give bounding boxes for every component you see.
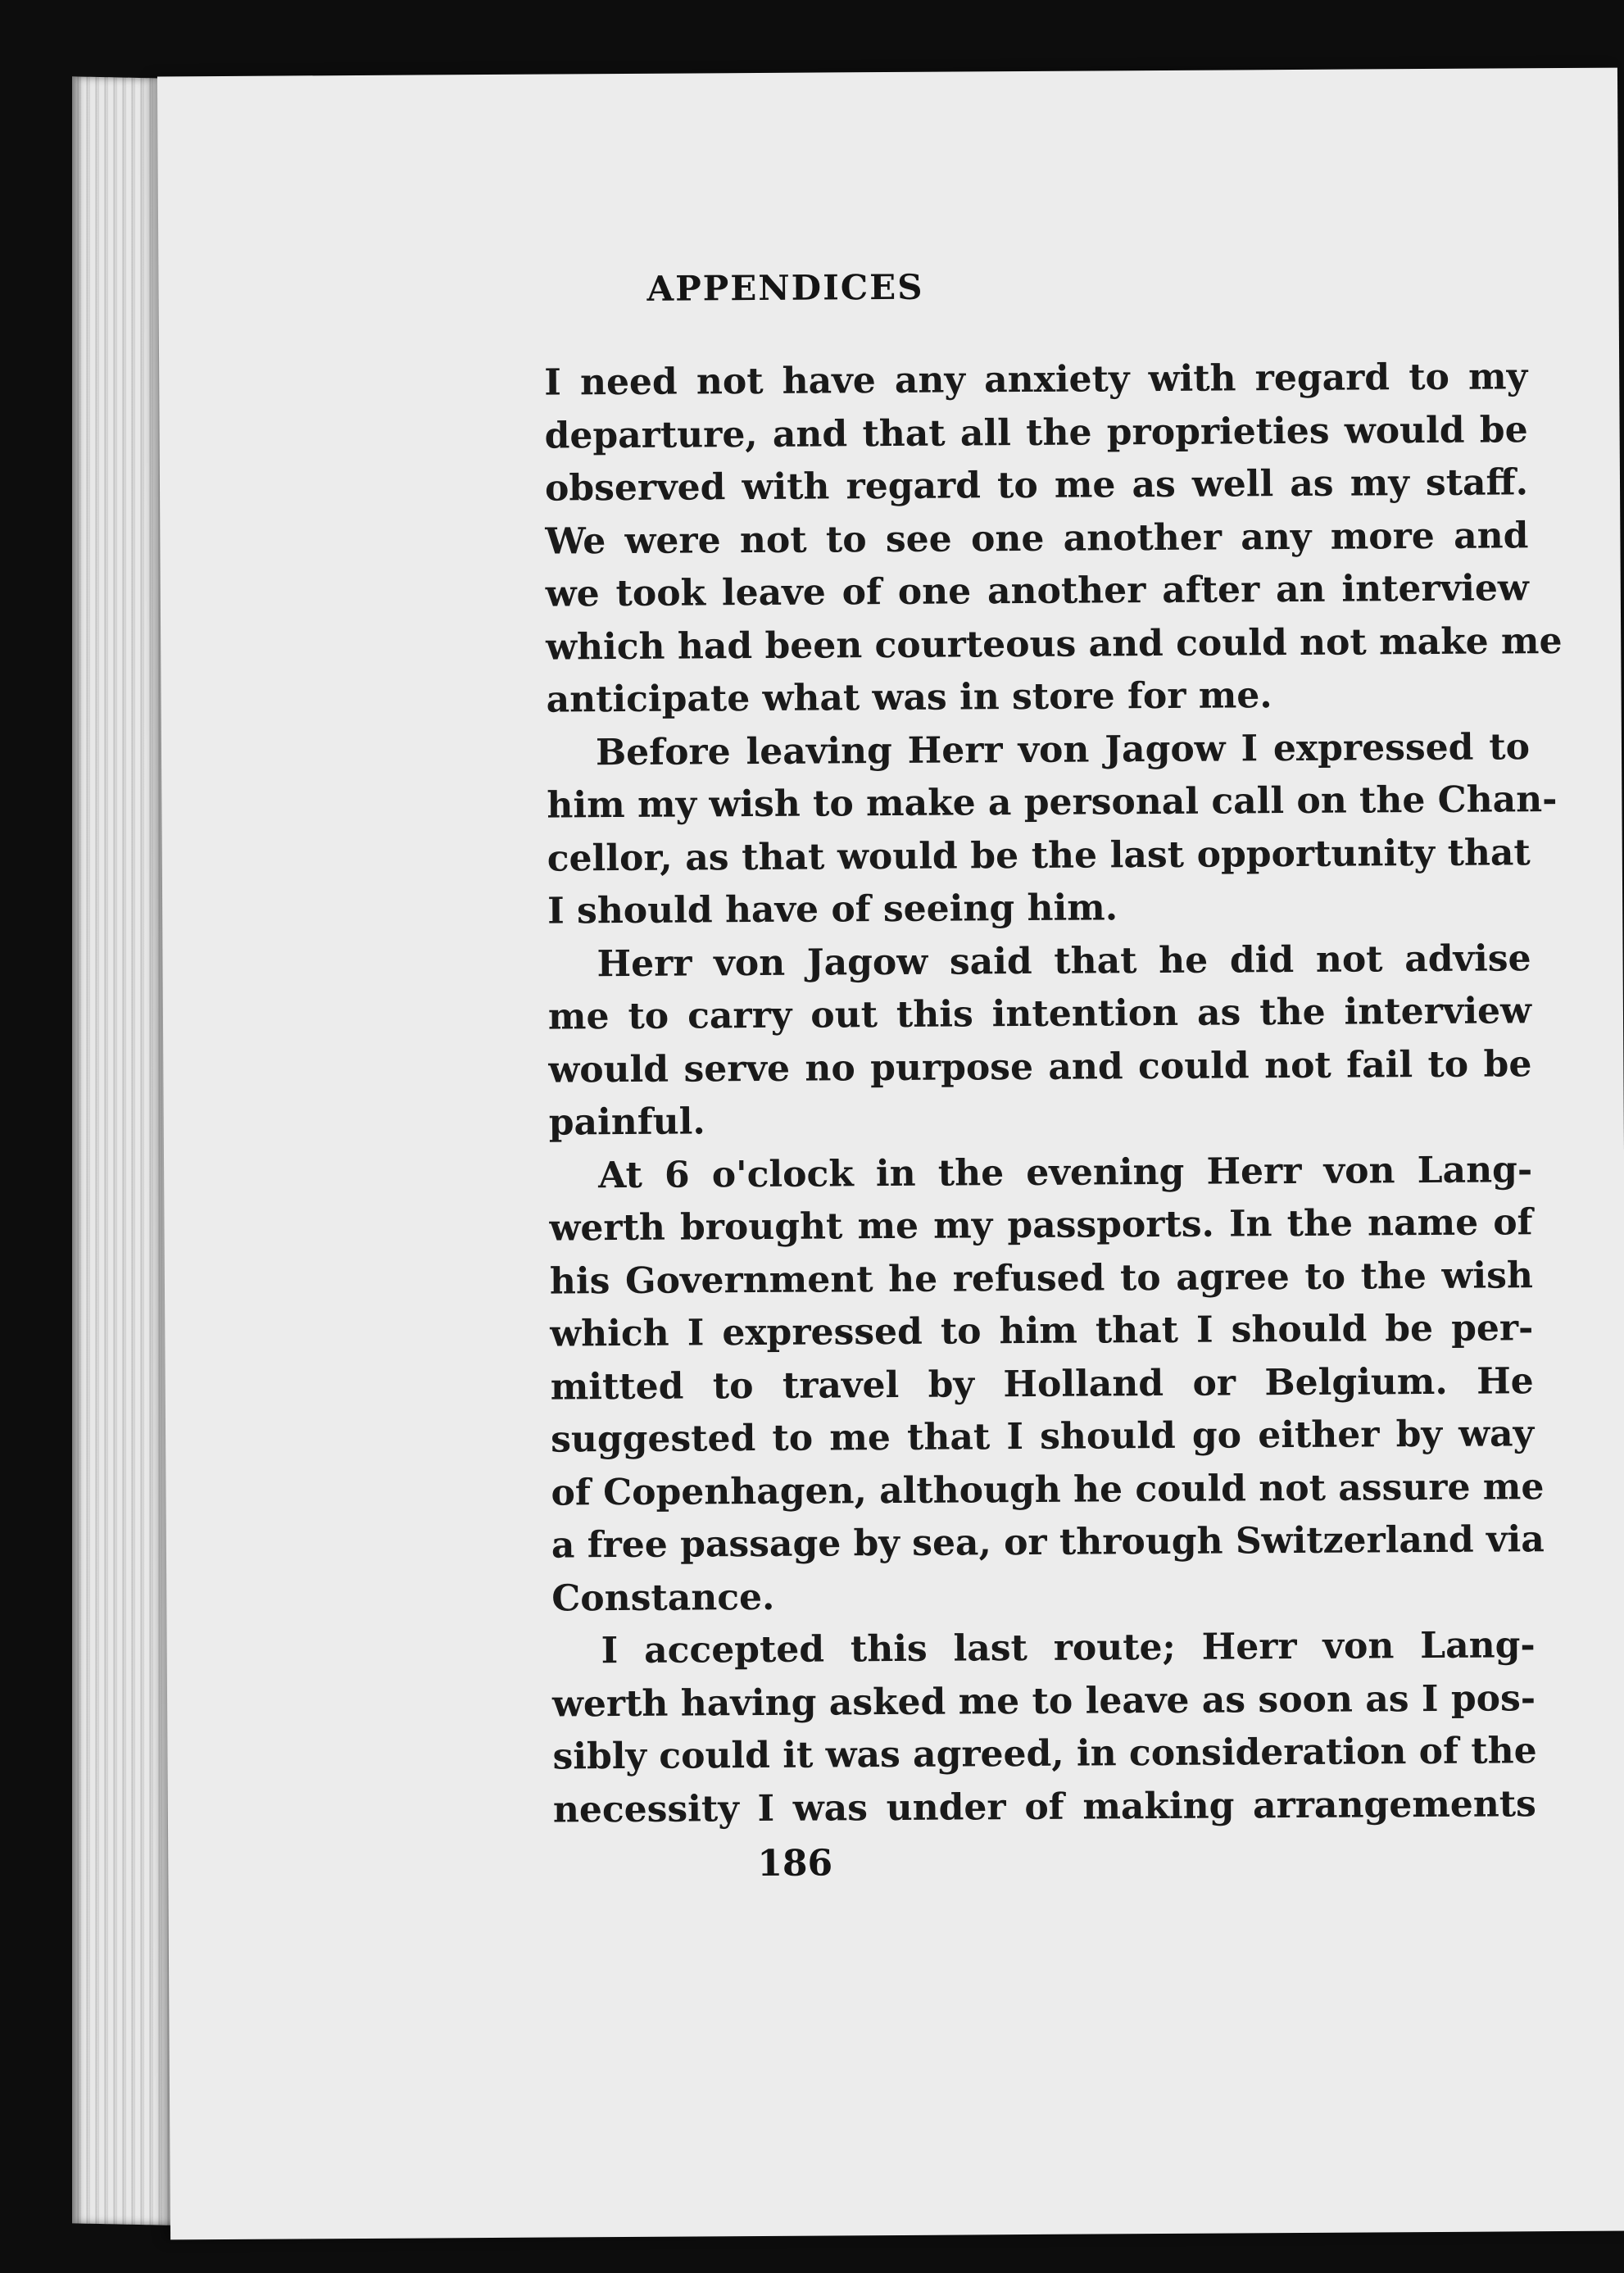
text-line: him my wish to make a personal call on the Chan-	[547, 778, 1558, 827]
text-line: At 6 o'clock in the evening Herr von Lang-	[597, 1148, 1533, 1196]
text-line: a free passage by sea, or through Switzerland via	[551, 1518, 1545, 1567]
page-number: 186	[757, 1842, 833, 1885]
text-line: I need not have any anxiety with regard to my	[544, 356, 1528, 404]
text-line: observed with regard to me as well as my staff.	[544, 461, 1529, 510]
text-line: Before leaving Herr von Jagow I expressed to	[595, 725, 1531, 774]
text-line: anticipate what was in store for me.	[546, 674, 1272, 721]
text-line: necessity I was under of making arrangements	[552, 1782, 1537, 1831]
body-text	[544, 351, 1563, 1836]
text-line: would serve no purpose and could not fail to be	[548, 1042, 1532, 1091]
text-line: I should have of seeing him.	[547, 887, 1118, 932]
running-header: APPENDICES	[646, 266, 924, 309]
text-line: Herr von Jagow said that he did not advise	[597, 937, 1531, 985]
text-line: painful.	[548, 1100, 705, 1144]
text-line: werth brought me my passports. In the name of	[549, 1201, 1533, 1250]
text-line: we took leave of one another after an interview	[545, 567, 1529, 615]
text-line: mitted to travel by Holland or Belgium. He	[550, 1359, 1534, 1409]
text-line: departure, and that all the proprieties would be	[544, 408, 1528, 457]
text-line: me to carry out this intention as the interview	[547, 990, 1532, 1038]
text-line: of Copenhagen, although he could not assure me	[551, 1465, 1545, 1514]
text-line: suggested to me that I should go either by way	[550, 1413, 1535, 1461]
text-line: which had been courteous and could not make me	[546, 619, 1563, 669]
text-line: werth having asked me to leave as soon as I pos-	[551, 1676, 1536, 1726]
text-line: which I expressed to him that I should be per-	[550, 1307, 1534, 1355]
book-page	[157, 68, 1624, 2240]
text-line: We were not to see one another any more and	[545, 514, 1529, 563]
text-line: Constance.	[551, 1576, 775, 1620]
text-line: sibly could it was agreed, in consideration of the	[552, 1730, 1537, 1778]
text-line: I accepted this last route; Herr von Lang-	[601, 1624, 1536, 1672]
text-line: cellor, as that would be the last opportunity that	[547, 831, 1531, 880]
text-line: his Government he refused to agree to the wish	[549, 1254, 1534, 1303]
